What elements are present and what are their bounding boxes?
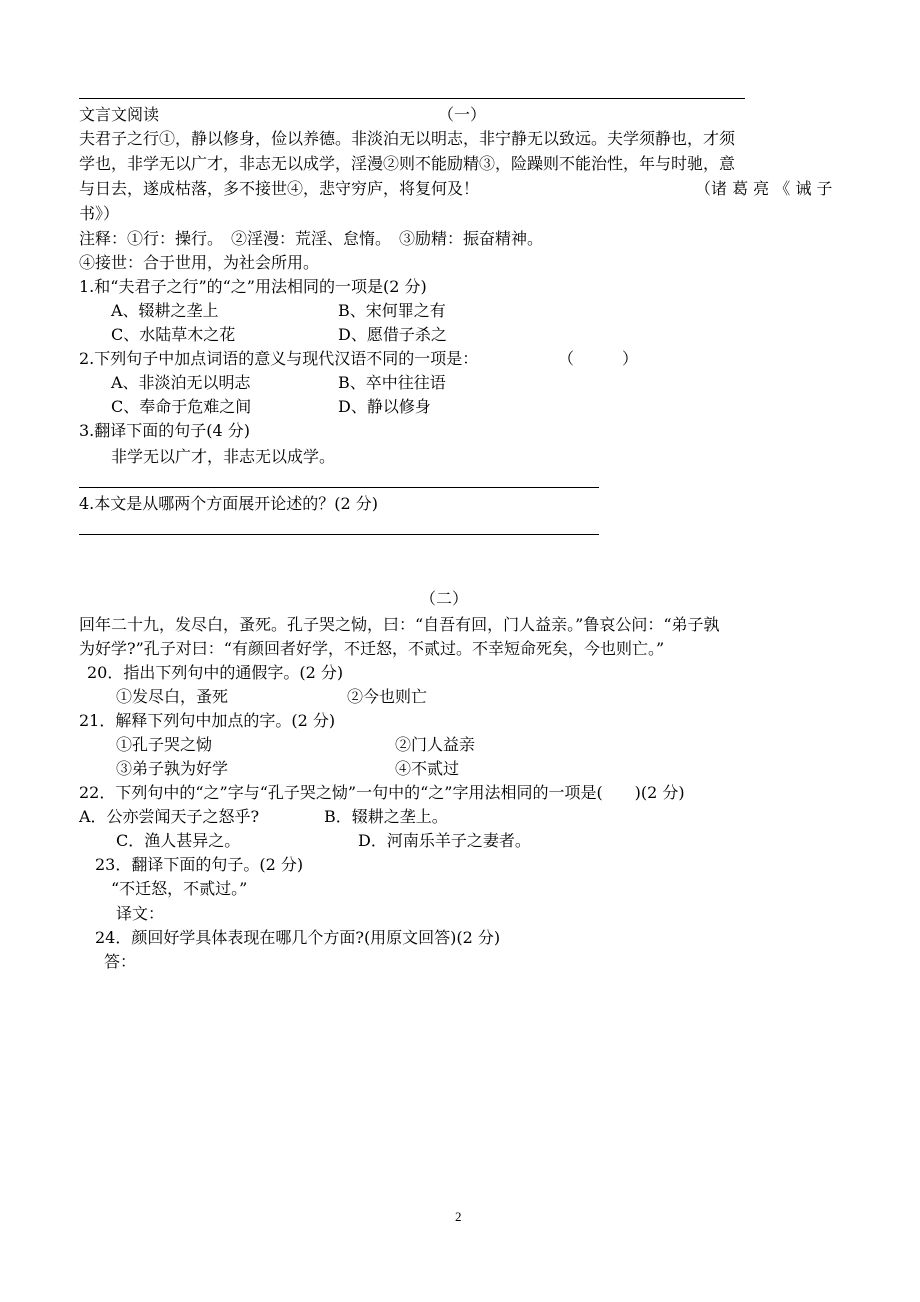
top-rule <box>79 98 745 99</box>
question-2-option-c: C、奉命于危难之间 <box>111 397 252 416</box>
section-title: 文言文阅读 <box>79 105 160 124</box>
passage-1-line-2: 学也，非学无以广才，非志无以成学，淫漫②则不能励精③，险躁则不能治性，年与时驰，意 <box>79 154 736 173</box>
question-20-item-2: ②今也则亡 <box>347 687 428 706</box>
page-number: 2 <box>455 1209 462 1224</box>
question-21-item-3: ③弟子孰为好学 <box>116 759 229 778</box>
question-21-stem: 21．解释下列句中加点的字。(2 分) <box>79 711 336 730</box>
question-22-option-a: A．公亦尝闻天子之怒乎? <box>79 807 260 826</box>
question-1-option-d: D、愿借子杀之 <box>338 325 447 344</box>
passage-1-line-3: 与日去，遂成枯落，多不接世④，悲守穷庐，将复何及！ <box>79 179 480 198</box>
question-1-option-c: C、水陆草木之花 <box>111 325 236 344</box>
question-1-option-a: A、辍耕之垄上 <box>111 301 219 320</box>
passage-2-line-2: 为好学?”孔子对曰：“有颜回者好学，不迁怒，不贰过。不幸短命死矣，今也则亡。” <box>79 639 665 658</box>
question-2-option-d: D、静以修身 <box>338 397 431 416</box>
question-4-stem: 4.本文是从哪两个方面展开论述的？(2 分) <box>79 494 379 513</box>
passage-1-line-4: 书》） <box>79 204 120 223</box>
question-20-item-1: ①发尽白，蚤死 <box>116 687 229 706</box>
passage-2-line-1: 回年二十九，发尽白，蚤死。孔子哭之恸，曰：“自吾有回，门人益亲。”鲁哀公问：“弟子孰 <box>79 615 720 634</box>
question-24-answer-label: 答： <box>104 952 137 971</box>
question-2-option-a: A、非淡泊无以明志 <box>111 373 251 392</box>
passage-1-line-1: 夫君子之行①，静以修身，俭以养德。非淡泊无以明志，非宁静无以致远。夫学须静也，才须 <box>79 129 736 148</box>
passage-2-heading: （二） <box>420 589 469 608</box>
question-22-stem: 22．下列句中的“之”字与“孔子哭之恸”一句中的“之”字用法相同的一项是( )(2 分) <box>79 783 685 802</box>
question-22-option-d: D．河南乐羊子之妻者。 <box>358 831 531 850</box>
notes-line-1: 注释：①行：操行。 ②淫漫：荒淫、怠惰。 ③励精：振奋精神。 <box>79 229 544 248</box>
question-22-option-b: B．辍耕之垄上。 <box>324 807 448 826</box>
question-1-stem: 1.和“夫君子之行”的“之”用法相同的一项是(2 分) <box>79 277 427 296</box>
question-1-option-b: B、宋何罪之有 <box>338 301 446 320</box>
question-21-item-2: ②门人益亲 <box>395 735 476 754</box>
question-2-option-b: B、卒中往往语 <box>338 373 446 392</box>
question-20-stem: 20．指出下列句中的通假字。(2 分) <box>87 663 344 682</box>
question-4-answer-line[interactable] <box>79 534 599 535</box>
question-3-sentence: 非学无以广才，非志无以成学。 <box>111 447 336 466</box>
passage-1-source: （诸 葛 亮 《 诫 子 <box>695 179 833 198</box>
question-2-answer-bracket: （ ） <box>558 349 639 368</box>
question-21-item-1: ①孔子哭之恸 <box>116 735 213 754</box>
notes-line-2: ④接世：合于世用，为社会所用。 <box>79 253 320 272</box>
passage-1-heading: （一） <box>438 105 487 124</box>
question-21-item-4: ④不贰过 <box>395 759 460 778</box>
question-22-option-c: C．渔人甚异之。 <box>116 831 241 850</box>
question-24-stem: 24．颜回好学具体表现在哪几个方面?(用原文回答)(2 分) <box>95 928 501 947</box>
question-23-answer-label: 译文： <box>116 904 165 923</box>
question-23-sentence: “不迁怒，不贰过。” <box>111 879 248 898</box>
question-23-stem: 23．翻译下面的句子。(2 分) <box>95 855 304 874</box>
question-2-stem: 2.下列句子中加点词语的意义与现代汉语不同的一项是： <box>79 349 479 368</box>
question-3-stem: 3.翻译下面的句子(4 分) <box>79 421 251 440</box>
question-3-answer-line[interactable] <box>79 487 599 488</box>
